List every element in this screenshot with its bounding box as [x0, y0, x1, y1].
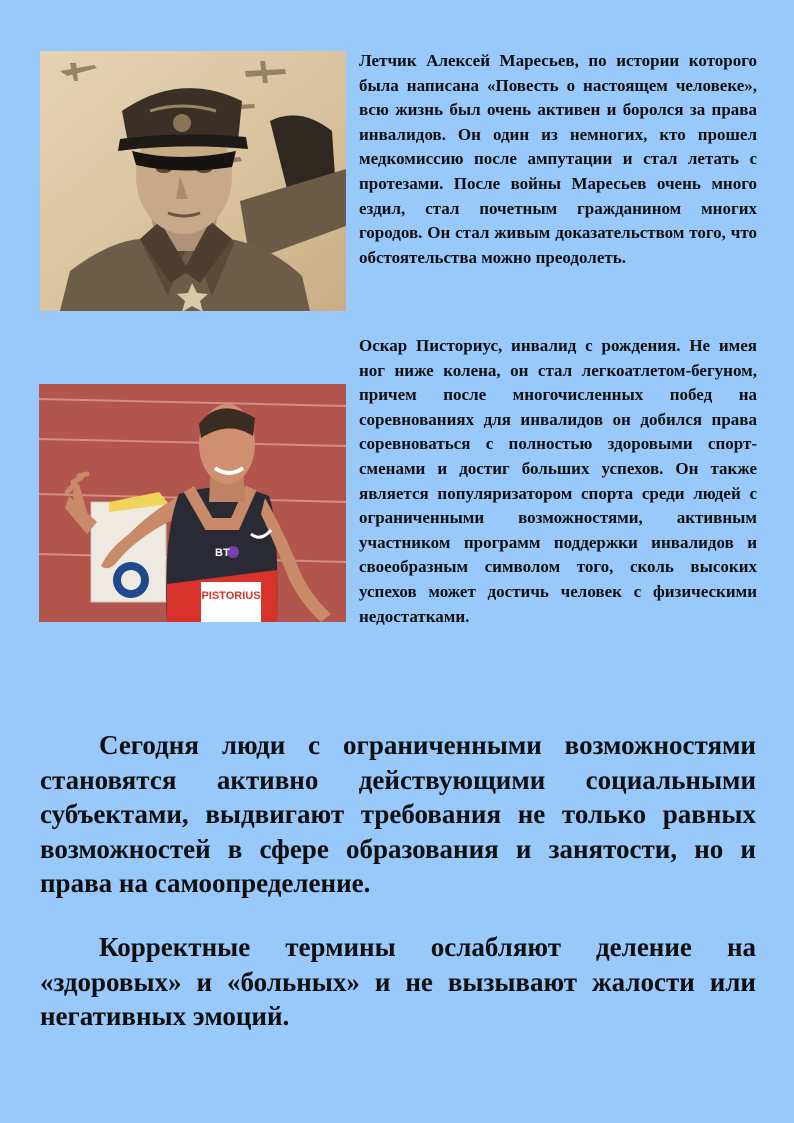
maresyev-photo: [40, 51, 346, 311]
summary-paragraph-2: Корректные термины ослабляют деление на «здоровых» и «больных» и не вызывают жалости или негативных эмоций.: [40, 932, 756, 1031]
pistorius-bio: Оскар Писториус, инвалид с рождения. Не имея ног ниже колена, он стал легкоатлетом-бегуном, причем после многочисленных побед на соревнованиях для инвалидов он добился права соревноваться с полностью здоровыми спортсменами и достиг больших успехов. Он также является популяризатором спорта среди людей с ограниченными возможностями, активным участником программ поддержки инвалидов и своеобразным символом того, сколь высоких успехов может достичь человек с физическими недостатками.: [359, 336, 757, 626]
pistorius-photo: [39, 384, 346, 622]
sponsor-label: BT: [215, 547, 230, 559]
summary-paragraph-1: Сегодня люди с ограниченными возможностями становятся активно действующими социальными субъектами, выдвигают требования не только равных возможностей в сфере образования и занятости, но и права на самоопределение.: [40, 730, 756, 898]
maresyev-bio: Летчик Алексей Маресьев, по истории которого была написана «Повесть о настоящем человеке», всю жизнь был очень активен и боролся за права инвалидов. Он один из немногих, кто прошел медкомиссию после ампутации и стал летать с протезами. После войны Маресьев очень много ездил, стал почетным гражданином многих городов. Он стал живым доказательством того, что обстоятельства можно преодолеть.: [359, 51, 757, 267]
bib-label: PISTORIUS: [201, 590, 261, 602]
